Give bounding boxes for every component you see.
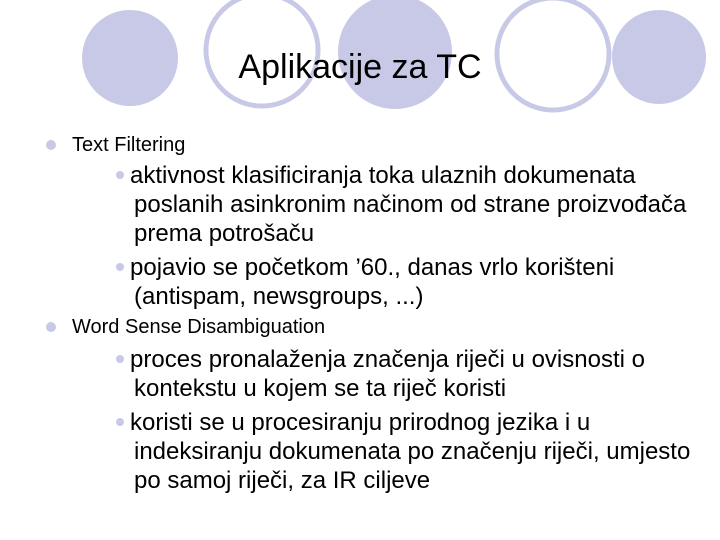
bullet-icon (46, 322, 56, 332)
item-label: Text Filtering (72, 134, 186, 156)
subitem-text: pojavio se početkom ’60., danas vrlo korišteni (antispam, newsgroups, ...) (130, 254, 615, 310)
subitem-text: koristi se u procesiranju prirodnog jezika i u indeksiranju dokumenata po značenju riječi, umjesto po samoj riječi, za IR ciljeve (130, 409, 691, 494)
slide-title: Aplikacije za TC (238, 48, 482, 86)
sub-bullet-icon (116, 263, 124, 271)
subitem (130, 408, 704, 495)
sub-bullet-icon (116, 171, 124, 179)
subitem-text: proces pronalaženja značenja riječi u ovisnosti o kontekstu u kojem se ta riječ koristi (130, 346, 645, 402)
sub-bullet-icon (116, 355, 124, 363)
subitem (130, 345, 704, 403)
bullet-icon (46, 140, 56, 150)
sub-bullet-icon (116, 418, 124, 426)
subitem-text: aktivnost klasificiranja toka ulaznih dokumenata poslanih asinkronim načinom od strane proizvođača prema potrošaču (130, 162, 687, 247)
item-label: Word Sense Disambiguation (72, 316, 326, 338)
subitem (130, 161, 704, 248)
subitem (130, 253, 704, 311)
